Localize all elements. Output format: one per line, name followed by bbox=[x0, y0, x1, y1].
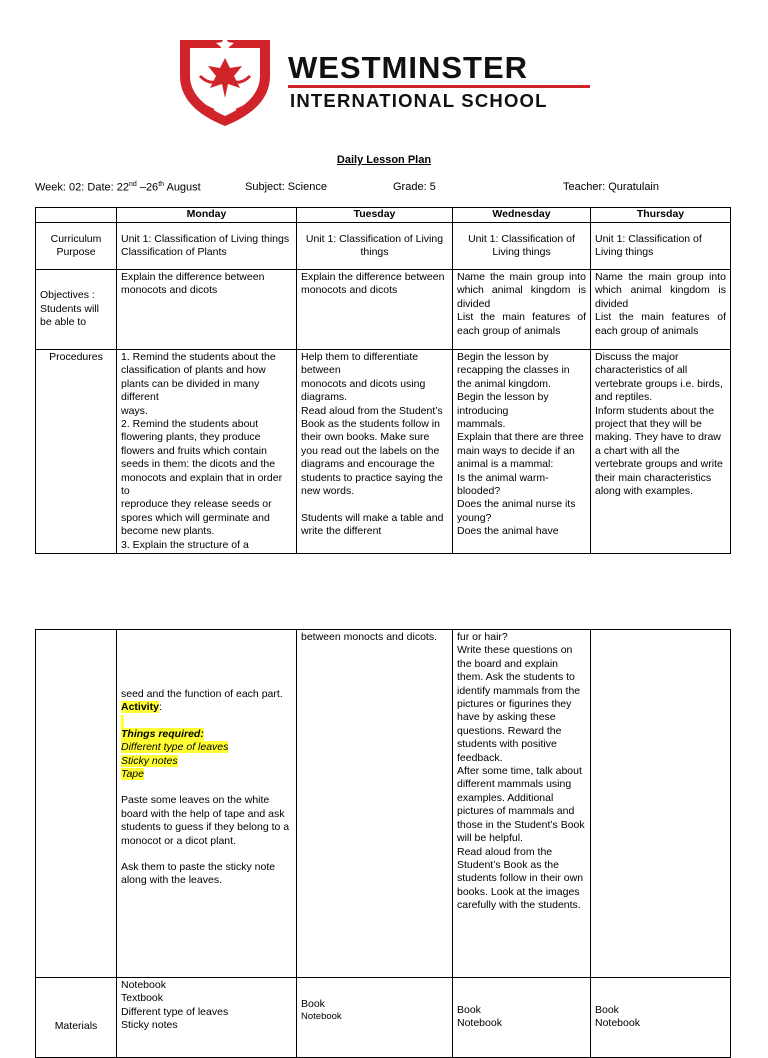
objectives-thursday: Name the main group into which animal kingdom is divided List the main features of each group of animals bbox=[591, 270, 731, 350]
procedures-row bbox=[36, 350, 731, 554]
materials-monday bbox=[117, 978, 297, 1058]
materials-wednesday bbox=[453, 978, 591, 1058]
procedures-tuesday: Help them to differentiate between monocots and dicots using diagrams. Read aloud from the Student’s Book as the students follow in their own books. Make sure you read out the labels on the diagrams and encourage the students to practice saying the new words. Students will make a table and write the different bbox=[297, 350, 453, 554]
procedures-continued-row bbox=[36, 630, 731, 978]
header-tuesday: Tuesday bbox=[297, 208, 453, 223]
procedures-continued-thursday bbox=[591, 630, 731, 978]
objectives-row bbox=[36, 270, 731, 350]
material-item: Book bbox=[457, 1004, 481, 1016]
materials-thursday bbox=[591, 978, 731, 1058]
procedures-continued-wednesday: fur or hair? Write these questions on the board and explain them. Ask the students to identify mammals from the pictures or figurines they have by asking these questions. Reward the students with positive feedback. After some time, talk about different mammals using examples. Additional pictures of mammals and those in the Student’s Book will be helpful. Read aloud from the Student’s Book as the students follow in their own books. Look at the images carefully with the students. bbox=[453, 630, 591, 978]
procedures-thursday: Discuss the major characteristics of all vertebrate groups i.e. birds, and reptiles. Inform students about the project that they will be making. They have to draw a chart with all the vertebrate groups and write their main characteristics along with examples. bbox=[591, 350, 731, 554]
item-leaves: Different type of leaves bbox=[121, 741, 229, 754]
curriculum-monday: Unit 1: Classification of Living things Classification of Plants bbox=[117, 223, 297, 270]
procedures-monday: 1. Remind the students about the classification of plants and how plants can be divided in many different ways. 2. Remind the students about flowering plants, they produce flowers and fruits which contain seeds in them: the dicots and the monocots and explain that in order to reproduce they release seeds or spores which will germinate and become new plants. 3. Explain the structure of a bbox=[117, 350, 297, 554]
procedures-continued-monday bbox=[117, 630, 297, 978]
school-logo bbox=[170, 36, 598, 128]
procedures-continued-label bbox=[36, 630, 117, 978]
procedures-label: Procedures bbox=[36, 350, 117, 554]
logo-rule bbox=[288, 85, 590, 88]
material-item: Sticky notes bbox=[121, 1019, 178, 1032]
things-required: Things required: bbox=[121, 727, 204, 740]
activity-heading: Activity: bbox=[121, 701, 162, 714]
highlight-gap bbox=[121, 715, 124, 728]
materials-row bbox=[36, 978, 731, 1058]
header-row bbox=[36, 208, 731, 223]
material-item: Book bbox=[301, 998, 325, 1010]
procedures-wednesday: Begin the lesson by recapping the classes in the animal kingdom. Begin the lesson by introducing mammals. Explain that there are three main ways to decide if an animal is a mammal: Is the animal warm-blooded? Does the animal nurse its young? Does the animal have bbox=[453, 350, 591, 554]
week-date: Week: 02: Date: 22nd –26th August bbox=[35, 181, 201, 194]
item-tape: Tape bbox=[121, 768, 144, 781]
material-item: Different type of leaves bbox=[121, 1005, 229, 1018]
procedures-continued-tuesday: between monocts and dicots. bbox=[297, 630, 453, 978]
school-name-line2: INTERNATIONAL SCHOOL bbox=[290, 90, 548, 111]
material-item: Notebook bbox=[457, 1017, 502, 1030]
lesson-plan-table-2 bbox=[35, 629, 731, 1058]
objectives-label: Objectives : Students will be able to bbox=[36, 270, 117, 350]
header-blank bbox=[36, 208, 117, 223]
activity-instruction-1: Paste some leaves on the white board with the help of tape and ask students to guess if they belong to a monocot or a dicot plant. bbox=[121, 794, 290, 847]
material-item: Notebook bbox=[595, 1017, 640, 1030]
curriculum-thursday: Unit 1: Classification of Living things bbox=[591, 223, 731, 270]
activity-instruction-2: Ask them to paste the sticky note along with the leaves. bbox=[121, 861, 276, 887]
teacher: Teacher: Quratulain bbox=[563, 181, 659, 193]
material-item: Notebook bbox=[121, 979, 166, 991]
subject: Subject: Science bbox=[245, 181, 327, 193]
material-item: Textbook bbox=[121, 992, 164, 1005]
header-thursday: Thursday bbox=[591, 208, 731, 223]
school-name-line1: WESTMINSTER bbox=[288, 50, 529, 85]
material-item: Notebook bbox=[301, 1011, 342, 1023]
material-item: Book bbox=[595, 1004, 619, 1016]
materials-tuesday bbox=[297, 978, 453, 1058]
objectives-monday: Explain the difference between monocots and dicots bbox=[117, 270, 297, 350]
materials-label: Materials bbox=[36, 978, 117, 1058]
objectives-wednesday: Name the main group into which animal kingdom is divided List the main features of each group of animals bbox=[453, 270, 591, 350]
seed-function-text: seed and the function of each part. bbox=[121, 688, 283, 700]
objectives-tuesday: Explain the difference between monocots and dicots bbox=[297, 270, 453, 350]
curriculum-tuesday: Unit 1: Classification of Living things bbox=[297, 223, 453, 270]
page-title: Daily Lesson Plan bbox=[336, 154, 432, 166]
curriculum-wednesday: Unit 1: Classification of Living things bbox=[453, 223, 591, 270]
header-wednesday: Wednesday bbox=[453, 208, 591, 223]
curriculum-label: Curriculum Purpose bbox=[36, 223, 117, 270]
item-sticky-notes: Sticky notes bbox=[121, 754, 178, 767]
lesson-plan-table-1 bbox=[35, 207, 731, 554]
header-monday: Monday bbox=[117, 208, 297, 223]
school-crest-icon bbox=[170, 36, 280, 128]
grade: Grade: 5 bbox=[393, 181, 436, 193]
curriculum-row bbox=[36, 223, 731, 270]
